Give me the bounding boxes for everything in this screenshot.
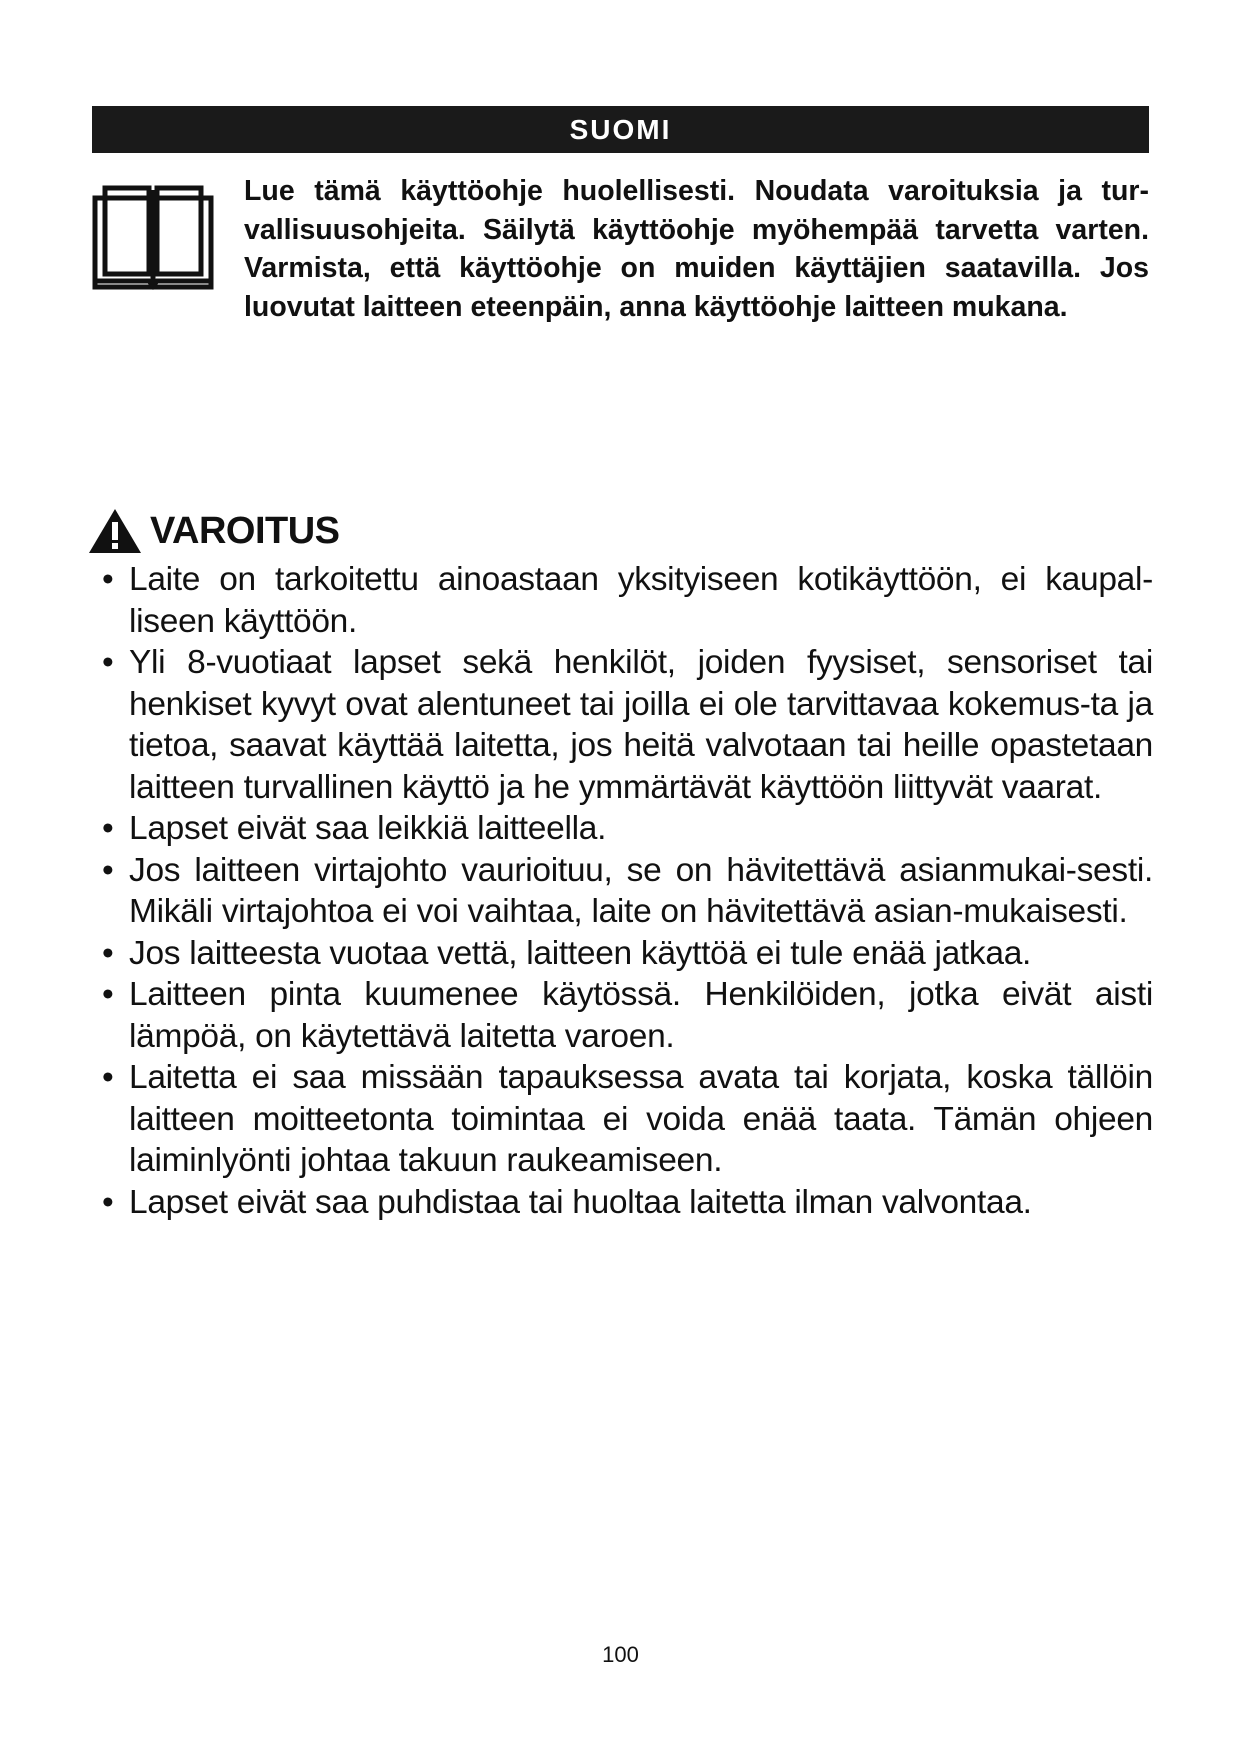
language-label: SUOMI (569, 113, 672, 145)
warning-section (88, 505, 1153, 1223)
list-item-text: Jos laitteen virtajohto vaurioituu, se on hävitettävä asianmukai-sesti. Mikäli virtajohtoa ei voi vaihtaa, laite on hävitettävä asian-mukaisesti. (129, 851, 1153, 930)
list-item-text: Jos laitteesta vuotaa vettä, laitteen käyttöä ei tule enää jatkaa. (129, 934, 1032, 972)
bullet-icon: • (102, 1059, 114, 1096)
bullet-icon: • (102, 851, 114, 889)
warning-title: VAROITUS (150, 509, 340, 552)
intro-text: Lue tämä käyttöohje huolellisesti. Noudata varoituksia ja tur-vallisuusohjeita. Säilytä käyttöohje myöhempää tarvetta varten. Varmista, että käyttöohje on muiden käyttäjien saatavilla. Jos luovutat laitteen eteenpäin, anna käyttöohje laitteen mukana. (244, 175, 1149, 323)
warning-triangle-icon (88, 508, 142, 554)
bullet-icon: • (102, 810, 114, 847)
page-number: 100 (602, 1642, 639, 1667)
language-header-bar (92, 106, 1149, 153)
warning-heading (88, 505, 1153, 557)
list-item (88, 850, 1153, 933)
list-item-text: Laite on tarkoitettu ainoastaan yksityiseen kotikäyttöön, ei kaupal-liseen käyttöön. (129, 561, 1153, 640)
list-item (88, 1182, 1153, 1224)
list-item (88, 808, 1153, 850)
list-item-text: Yli 8-vuotiaat lapset sekä henkilöt, joiden fyysiset, sensoriset tai henkiset kyvyt ovat alentuneet tai joilla ei ole tarvittavaa kokemus-ta ja tietoa, saavat käyttää laitetta, jos heitä valvotaan tai heille opastetaan laitteen turvallinen käyttö ja he ymmärtävät käyttöön liittyvät vaarat. (129, 644, 1153, 806)
list-item (88, 933, 1153, 975)
list-item-text: Lapset eivät saa leikkiä laitteella. (129, 810, 607, 847)
open-book-icon (92, 182, 214, 290)
bullet-icon: • (102, 934, 114, 972)
warning-list (88, 559, 1153, 1223)
bullet-icon: • (102, 644, 114, 681)
list-item (88, 642, 1153, 808)
bullet-icon: • (102, 976, 114, 1013)
bullet-icon: • (102, 1183, 114, 1221)
bullet-icon: • (102, 561, 114, 598)
list-item-text: Laitteen pinta kuumenee käytössä. Henkilöiden, jotka eivät aisti lämpöä, on käytettävä laitetta varoen. (129, 976, 1153, 1055)
list-item-text: Laitetta ei saa missään tapauksessa avata tai korjata, koska tällöin laitteen moitteetonta toimintaa ei voida enää taata. Tämän ohjeen laiminlyönti johtaa takuun raukeamiseen. (129, 1059, 1153, 1179)
list-item (88, 974, 1153, 1057)
list-item (88, 559, 1153, 642)
intro-section (92, 172, 1152, 322)
list-item (88, 1057, 1153, 1182)
list-item-text: Lapset eivät saa puhdistaa tai huoltaa laitetta ilman valvontaa. (129, 1183, 1032, 1221)
